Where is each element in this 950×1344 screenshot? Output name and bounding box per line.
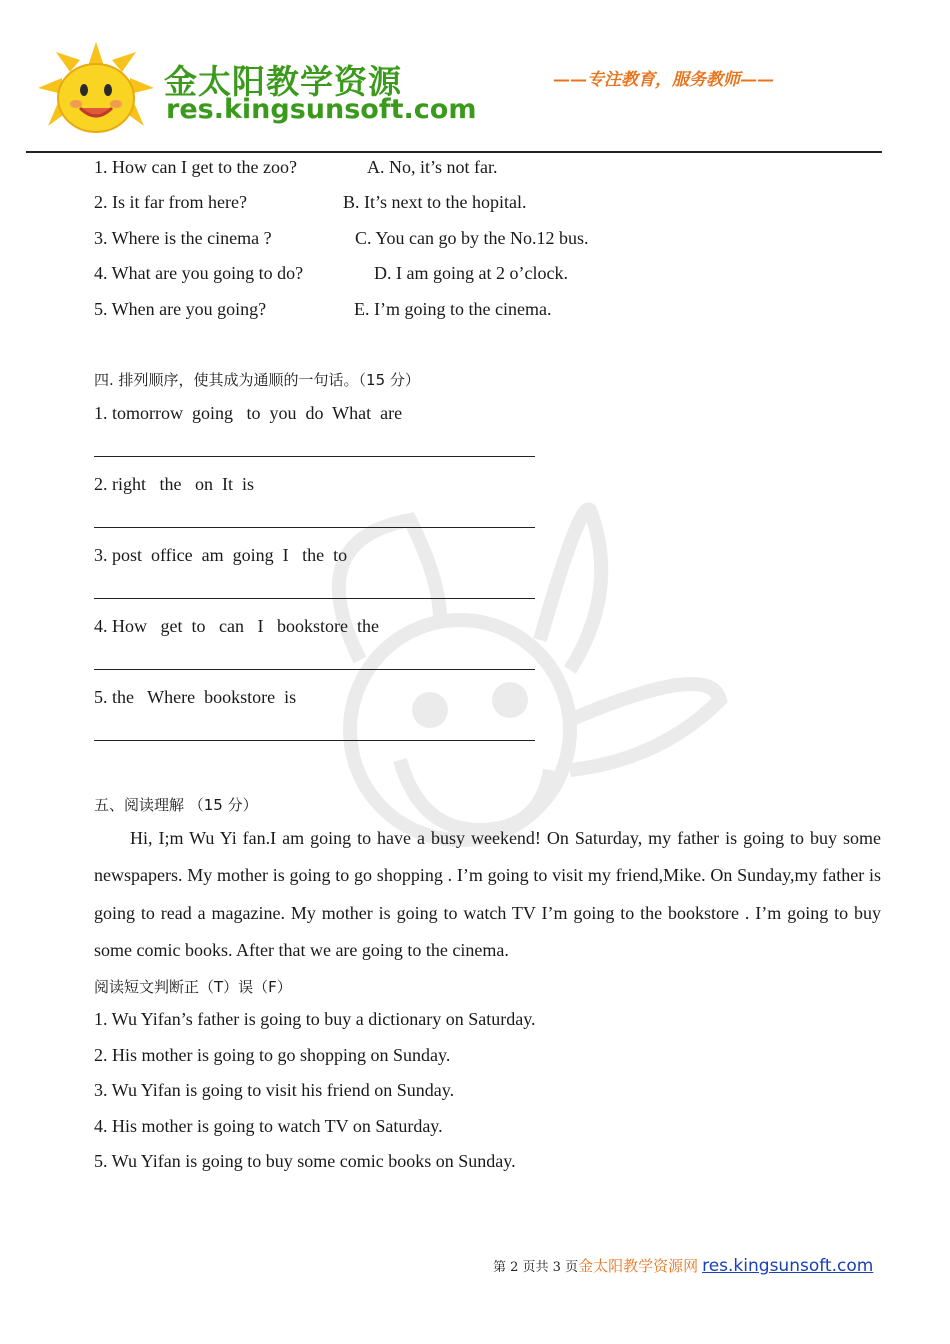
answer-line-1[interactable] xyxy=(94,456,535,457)
answer-a: A. No, it’s not far. xyxy=(367,157,498,177)
question-4: 4. What are you going to do? xyxy=(94,263,304,283)
answer-e: E. I’m going to the cinema. xyxy=(354,299,552,319)
slogan: ——专注教育，服务教师—— xyxy=(553,70,774,90)
section-4-heading: 四. 排列顺序，使其成为通顺的一句话。（15 分） xyxy=(94,371,420,389)
question-5: 5. When are you going? xyxy=(94,299,267,319)
question-1: 1. How can I get to the zoo? xyxy=(94,157,297,177)
tf-statement-1: 1. Wu Yifan’s father is going to buy a dictionary on Saturday. xyxy=(94,1009,536,1029)
reading-passage xyxy=(94,820,881,969)
reorder-item-5: 5. the Where bookstore is xyxy=(94,687,297,707)
tf-instruction: 阅读短文判断正（T）误（F） xyxy=(94,978,292,996)
answer-d: D. I am going at 2 o’clock. xyxy=(374,263,568,283)
brand-name-cn: 金太阳教学资源 xyxy=(164,62,402,101)
footer-link[interactable]: res.kingsunsoft.com xyxy=(702,1256,874,1276)
tf-statement-4: 4. His mother is going to watch TV on Saturday. xyxy=(94,1116,443,1136)
question-3: 3. Where is the cinema ? xyxy=(94,228,272,248)
footer-brand-cn: 金太阳教学资源网 xyxy=(578,1257,699,1275)
question-2: 2. Is it far from here? xyxy=(94,192,247,212)
tf-statement-2: 2. His mother is going to go shopping on Sunday. xyxy=(94,1045,451,1065)
answer-line-2[interactable] xyxy=(94,527,535,528)
brand-url: res.kingsunsoft.com xyxy=(166,94,477,125)
section-5-heading: 五、阅读理解 （15 分） xyxy=(94,796,258,814)
header-divider xyxy=(26,151,882,153)
answer-c: C. You can go by the No.12 bus. xyxy=(355,228,589,248)
tf-statement-5: 5. Wu Yifan is going to buy some comic books on Sunday. xyxy=(94,1151,516,1171)
reorder-item-3: 3. post office am going I the to xyxy=(94,545,348,565)
reorder-item-2: 2. right the on It is xyxy=(94,474,254,494)
reorder-item-1: 1. tomorrow going to you do What are xyxy=(94,403,403,423)
footer xyxy=(493,1255,873,1276)
answer-b: B. It’s next to the hopital. xyxy=(343,192,527,212)
passage-text: Hi, I;m Wu Yi fan.I am going to have a busy weekend! On Saturday, my father is going to buy some newspapers. My mother is going to go shopping . I’m going to visit my friend,Mike. On Sunday,my father is going to read a magazine. My mother is going to watch TV I’m going to the bookstore . I’m going to buy some comic books. After that we are going to the cinema. xyxy=(94,828,881,960)
answer-line-5[interactable] xyxy=(94,740,535,741)
tf-statement-3: 3. Wu Yifan is going to visit his friend on Sunday. xyxy=(94,1080,455,1100)
answer-line-3[interactable] xyxy=(94,598,535,599)
reorder-item-4: 4. How get to can I bookstore the xyxy=(94,616,379,636)
sun-logo-icon xyxy=(36,42,156,138)
page-info: 第 2 页共 3 页 xyxy=(493,1260,579,1275)
answer-line-4[interactable] xyxy=(94,669,535,670)
